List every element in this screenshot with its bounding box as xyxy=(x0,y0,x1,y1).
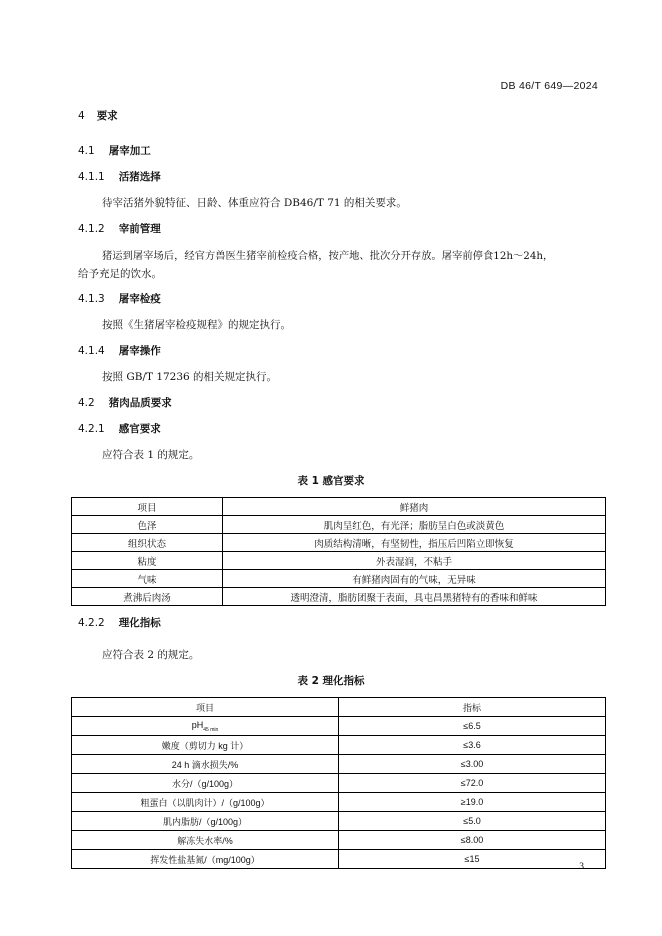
table-cell: 组织状态 xyxy=(72,534,223,552)
table-cell: ≤5.0 xyxy=(339,812,606,831)
table-cell: 解冻失水率/% xyxy=(72,831,339,850)
table-header-cell: 项目 xyxy=(72,498,223,516)
section-number: 4.1.4 xyxy=(78,345,105,357)
page-number: 3 xyxy=(579,862,584,872)
table-row xyxy=(72,717,606,736)
section-number: 4 xyxy=(78,110,85,122)
section-title: 要求 xyxy=(96,110,118,122)
table-cell: 嫩度（剪切力 kg 计） xyxy=(72,736,339,755)
section-4-1-2-body-line2: 给予充足的饮水。 xyxy=(78,268,162,280)
table-1-caption: 表 1 感官要求 xyxy=(297,475,365,487)
section-title: 屠宰加工 xyxy=(108,145,151,157)
section-4-2-1-body: 应符合表 1 的规定。 xyxy=(102,449,200,461)
ph-subscript: 45 min xyxy=(203,726,219,733)
table-cell: ≤3.00 xyxy=(339,755,606,774)
table-cell: ≤3.6 xyxy=(339,736,606,755)
section-number: 4.1.2 xyxy=(78,223,105,235)
section-4-2-2-body: 应符合表 2 的规定。 xyxy=(102,649,200,661)
section-4-2-1-heading xyxy=(78,421,161,436)
table-cell: ≤72.0 xyxy=(339,774,606,793)
table-cell: 肉质结构清晰，有坚韧性，指压后凹陷立即恢复 xyxy=(223,534,606,552)
table-cell: 肌肉呈红色，有光泽；脂肪呈白色或淡黄色 xyxy=(223,516,606,534)
table-header-cell: 项目 xyxy=(72,698,339,717)
table-row xyxy=(72,516,606,534)
section-4-1-4-body: 按照 GB/T 17236 的相关规定执行。 xyxy=(102,371,278,383)
section-number: 4.1.3 xyxy=(78,293,105,305)
section-4-1-2-body-line1: 猪运到屠宰场后，经官方兽医生猪宰前检疫合格，按产地、批次分开存放。屠宰前停食12h～24h， xyxy=(102,250,554,262)
section-number: 4.1 xyxy=(78,145,95,157)
table-cell: ≤8.00 xyxy=(339,831,606,850)
section-number: 4.1.1 xyxy=(78,171,105,183)
section-title: 猪肉品质要求 xyxy=(108,397,172,409)
section-4-2-2-heading xyxy=(78,615,161,630)
document-id-header: DB 46/T 649—2024 xyxy=(500,80,598,92)
table-cell: 挥发性盐基氮/（mg/100g） xyxy=(72,850,339,869)
table-row xyxy=(72,534,606,552)
section-title: 屠宰检疫 xyxy=(118,293,161,305)
table-2-physicochemical xyxy=(71,697,606,869)
section-4-1-3-body: 按照《生猪屠宰检疫规程》的规定执行。 xyxy=(102,319,291,331)
table-1-sensory xyxy=(71,497,606,606)
table-row xyxy=(72,812,606,831)
section-4-heading xyxy=(78,108,118,123)
section-4-1-heading xyxy=(78,143,151,158)
section-4-2-heading xyxy=(78,395,172,410)
section-number: 4.2.2 xyxy=(78,617,105,629)
section-title: 屠宰操作 xyxy=(118,345,161,357)
table-cell: 粘度 xyxy=(72,552,223,570)
table-cell: 粗蛋白（以肌肉计）/（g/100g） xyxy=(72,793,339,812)
table-row xyxy=(72,755,606,774)
table-cell: 肌内脂肪/（g/100g） xyxy=(72,812,339,831)
table-cell: 外表湿润，不粘手 xyxy=(223,552,606,570)
table-row xyxy=(72,831,606,850)
section-4-1-4-heading xyxy=(78,343,161,358)
section-4-1-1-heading xyxy=(78,169,161,184)
table-2-caption: 表 2 理化指标 xyxy=(297,675,365,687)
table-header-row xyxy=(72,698,606,717)
table-cell: ≤15 xyxy=(339,850,606,869)
table-row xyxy=(72,552,606,570)
table-row xyxy=(72,736,606,755)
table-cell: ≤6.5 xyxy=(339,717,606,736)
section-4-1-3-heading xyxy=(78,291,161,306)
table-row xyxy=(72,850,606,869)
table-cell: 煮沸后肉汤 xyxy=(72,588,223,606)
table-row xyxy=(72,793,606,812)
section-4-1-1-body: 待宰活猪外貌特征、日龄、体重应符合 DB46/T 71 的相关要求。 xyxy=(102,197,407,209)
table-cell: 色泽 xyxy=(72,516,223,534)
section-4-1-2-heading xyxy=(78,221,161,236)
table-header-row xyxy=(72,498,606,516)
table-row xyxy=(72,588,606,606)
table-header-cell: 鲜猪肉 xyxy=(223,498,606,516)
table-cell: ≥19.0 xyxy=(339,793,606,812)
table-row xyxy=(72,774,606,793)
table-cell: 水分/（g/100g） xyxy=(72,774,339,793)
section-title: 感官要求 xyxy=(118,423,161,435)
table-cell: 24 h 滴水损失/% xyxy=(72,755,339,774)
table-cell: 有鲜猪肉固有的气味，无异味 xyxy=(223,570,606,588)
table-cell: 气味 xyxy=(72,570,223,588)
section-number: 4.2.1 xyxy=(78,423,105,435)
section-title: 宰前管理 xyxy=(118,223,161,235)
table-cell xyxy=(72,717,339,736)
table-cell: 透明澄清，脂肪团聚于表面，具屯昌黑猪特有的香味和鲜味 xyxy=(223,588,606,606)
section-title: 理化指标 xyxy=(118,617,161,629)
section-number: 4.2 xyxy=(78,397,95,409)
table-row xyxy=(72,570,606,588)
ph-label: pH xyxy=(191,719,204,730)
table-header-cell: 指标 xyxy=(339,698,606,717)
section-title: 活猪选择 xyxy=(118,171,161,183)
